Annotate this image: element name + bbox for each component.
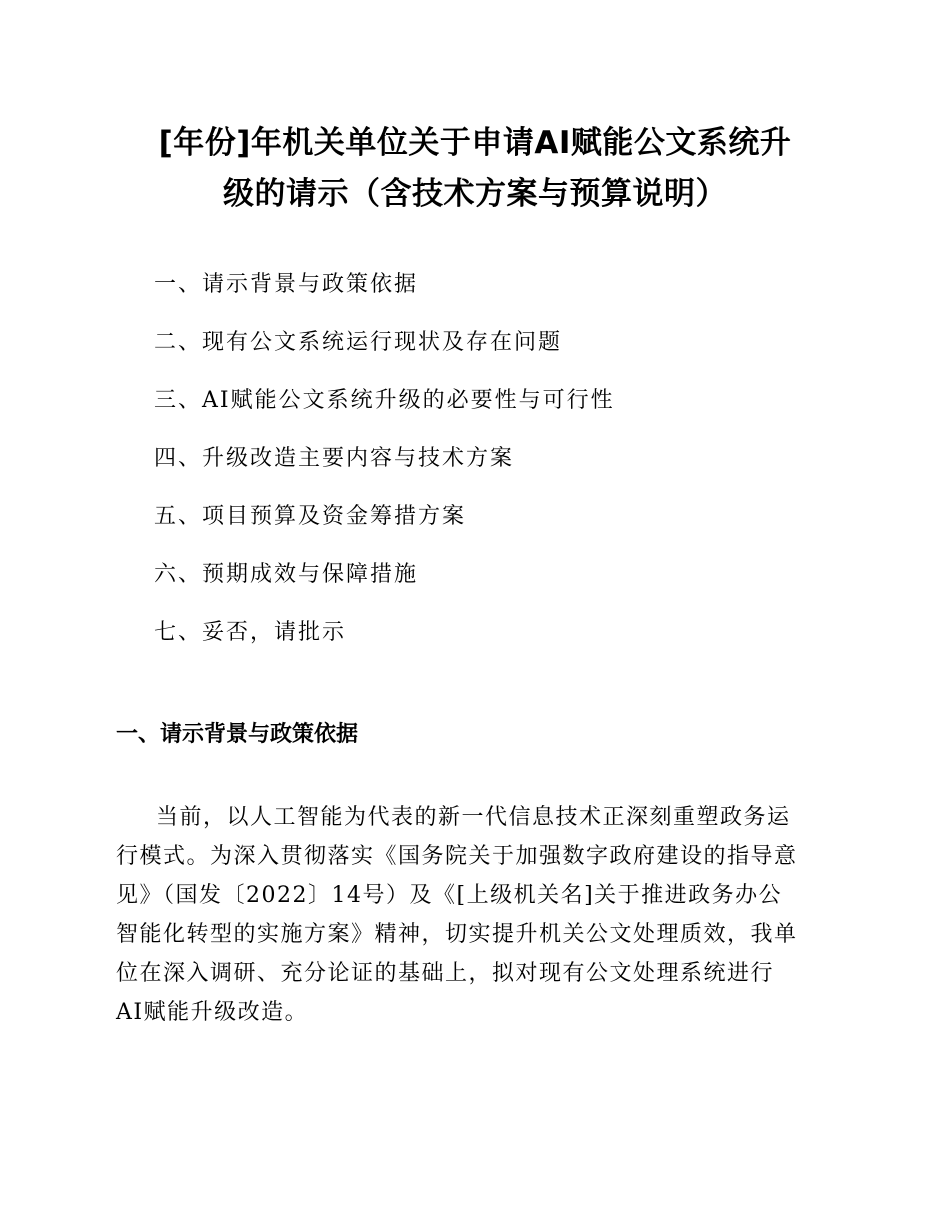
- toc-item: 一、请示背景与政策依据: [154, 272, 419, 297]
- toc-item: 五、项目预算及资金筹措方案: [154, 504, 467, 529]
- paragraph-line: 行模式。为深入贯彻落实《国务院关于加强数字政府建设的指导意: [116, 844, 798, 869]
- section-heading: 一、请示背景与政策依据: [116, 722, 359, 747]
- toc-item: 六、预期成效与保障措施: [154, 562, 419, 587]
- document-title: [110, 118, 840, 220]
- toc-item: 七、妥否，请批示: [154, 620, 347, 645]
- toc-item: 二、现有公文系统运行现状及存在问题: [154, 330, 563, 355]
- paragraph-line: 智能化转型的实施方案》精神，切实提升机关公文处理质效，我单: [116, 922, 798, 947]
- document-title-line-1: [年份]年机关单位关于申请AI赋能公文系统升: [158, 125, 792, 161]
- toc-item: 四、升级改造主要内容与技术方案: [154, 446, 515, 471]
- paragraph-line: 见》（国发〔2022〕14号）及《[上级机关名]关于推进政务办公: [116, 883, 783, 908]
- table-of-contents: [154, 262, 615, 668]
- paragraph-line: 当前，以人工智能为代表的新一代信息技术正深刻重塑政务运: [156, 805, 791, 830]
- paragraph-line: 位在深入调研、充分论证的基础上，拟对现有公文处理系统进行: [116, 961, 775, 986]
- paragraph-line: AI赋能升级改造。: [116, 1000, 309, 1025]
- body-paragraph: [116, 798, 834, 1032]
- toc-item: 三、AI赋能公文系统升级的必要性与可行性: [154, 388, 615, 413]
- document-title-line-2: 级的请示（含技术方案与预算说明）: [223, 176, 727, 212]
